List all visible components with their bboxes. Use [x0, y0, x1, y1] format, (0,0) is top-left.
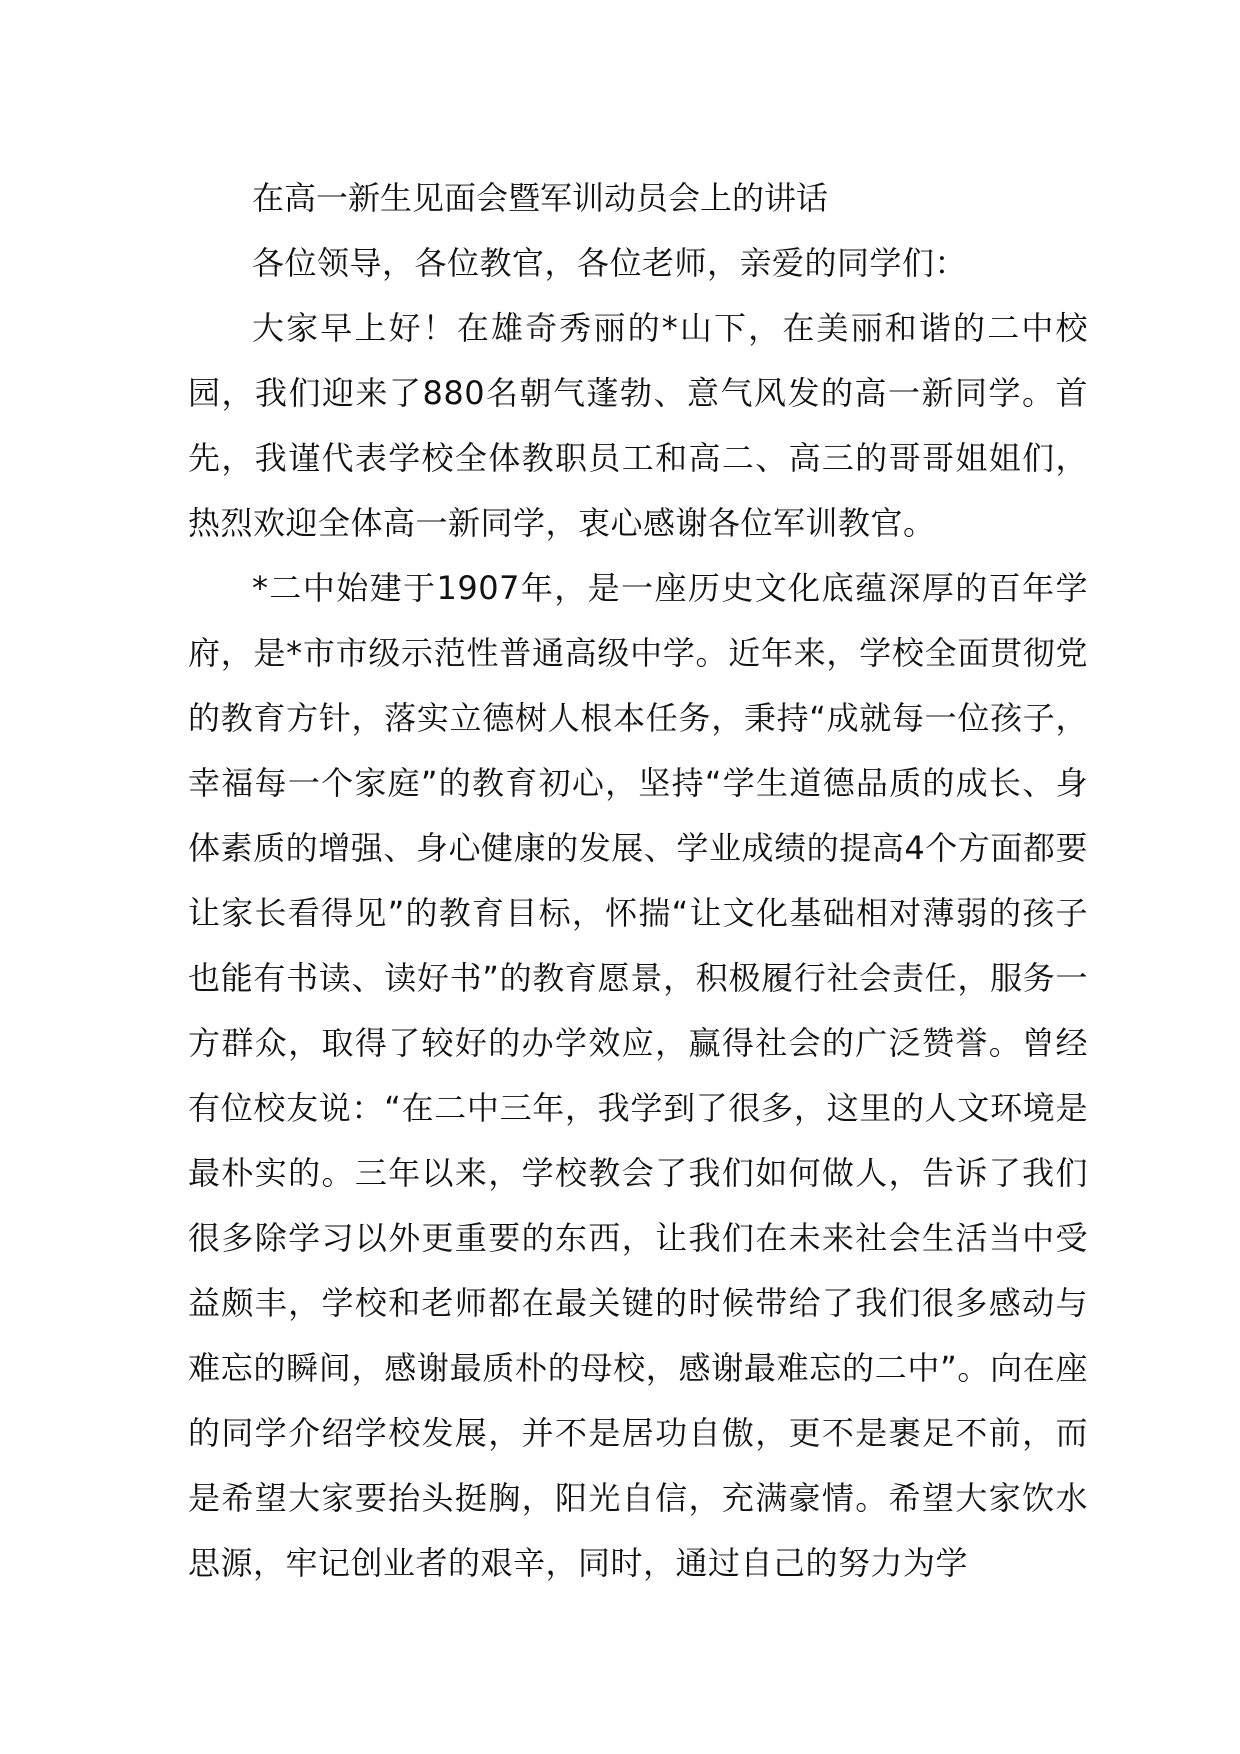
paragraph-greeting: 大家早上好！在雄奇秀丽的*山下，在美丽和谐的二中校园，我们迎来了880名朝气蓬勃、意气风发的高一新同学。首先，我谨代表学校全体教职员工和高二、高三的哥哥姐姐们，热烈欢迎全体高一新同学，衷心感谢各位军训教官。	[188, 309, 1088, 542]
speech-title: 在高一新生见面会暨军训动员会上的讲话	[252, 179, 829, 217]
paragraph-school-history: *二中始建于1907年，是一座历史文化底蕴深厚的百年学府，是*市市级示范性普通高级中学。近年来，学校全面贯彻党的教育方针，落实立德树人根本任务，秉持“成就每一位孩子，幸福每一个家庭”的教育初心，坚持“学生道德品质的成长、身体素质的增强、身心健康的发展、学业成绩的提高4个方面都要让家长看得见”的教育目标，怀揣“让文化基础相对薄弱的孩子也能有书读、读好书”的教育愿景，积极履行社会责任，服务一方群众，取得了较好的办学效应，赢得社会的广泛赞誉。曾经有位校友说：“在二中三年，我学到了很多，这里的人文环境是最朴实的。三年以来，学校教会了我们如何做人，告诉了我们很多除学习以外更重要的东西，让我们在未来社会生活当中受益颇丰，学校和老师都在最关键的时候带给了我们很多感动与难忘的瞬间，感谢最质朴的母校，感谢最难忘的二中”。向在座的同学介绍学校发展，并不是居功自傲，更不是裹足不前，而是希望大家要抬头挺胸，阳光自信，充满豪情。希望大家饮水思源，牢记创业者的艰辛，同时，通过自己的努力为学	[188, 569, 1088, 1582]
document-body	[188, 166, 1088, 1596]
salutation: 各位领导，各位教官，各位老师，亲爱的同学们：	[252, 244, 968, 282]
